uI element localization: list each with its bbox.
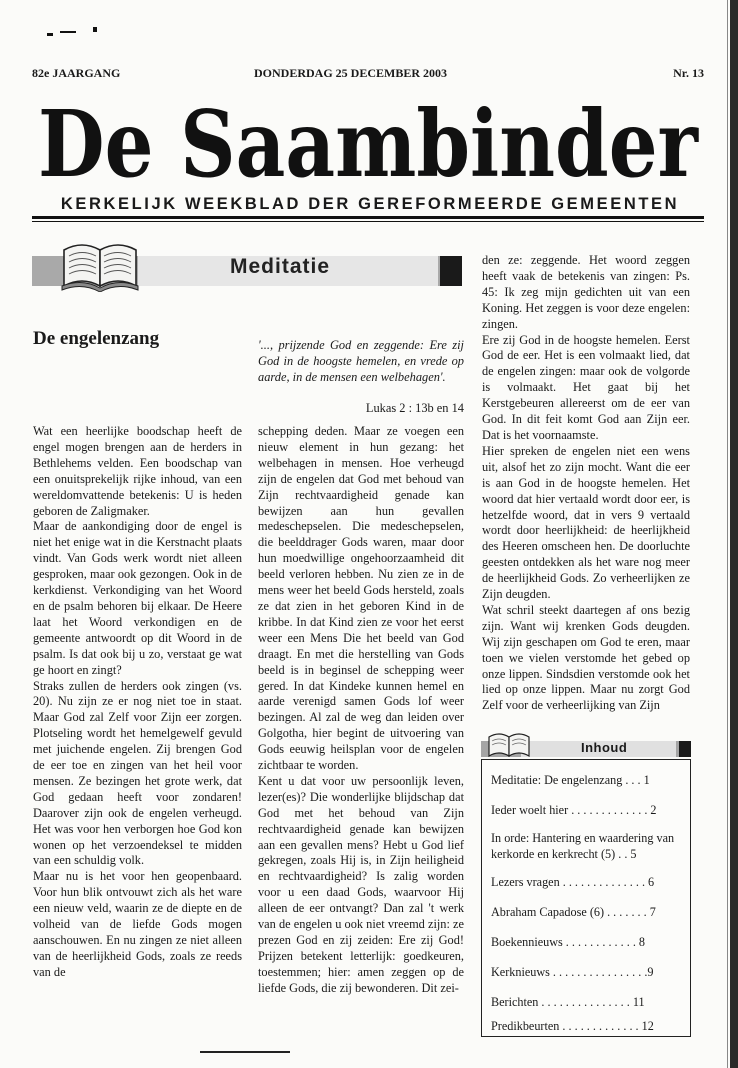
open-book-icon	[60, 236, 140, 292]
article-column-1	[33, 424, 242, 981]
paragraph: Kent u dat voor uw persoonlijk leven, lezer(es)? Die wonderlijke blijdschap dat God met het behoud van Zijn rechtvaardigheid genade kan bewijzen aan een gevallen mens? Hebt u God lief gekregen, zoals Hij is, in Zijn heiligheid en rechtvaardigheid? Is zalig worden voor u een daad Gods, waarvoor Hij alleen de eer ontvangt? Dan zal 't werk van de engelen u ook niet vreemd zijn: ze prezen God en zij zeiden: Ere zij God! Prijzen betekent letterlijk: goedkeuren, toestemmen; hier: amen zeggen op de liefde Gods, die zij bewonderen. Dit zei-	[258, 773, 464, 995]
toc-item[interactable]: Ieder woelt hier . . . . . . . . . . . . . 2	[491, 803, 657, 817]
scan-edge	[730, 0, 738, 1068]
article-column-2	[258, 424, 464, 997]
issue-date: DONDERDAG 25 DECEMBER 2003	[254, 66, 448, 80]
paragraph: Maar de aankondiging door de engel is niet het enige wat in die Kerstnacht plaats vindt. Van Gods werk wordt niet alleen gesproken, maar ook gezongen. Ook in de kerkdienst. Verkondiging van het Woord en de psalm behoren bij elkaar. De Heere laat het Woord verkondigen en de gemeente antwoordt op dit Woord in de psalm. Is dat ook bij u zo, verstaat ge wat ge hoort en zingt?	[33, 519, 242, 677]
paragraph: Hier spreken de engelen niet een wens uit, alsof het zo zijn mocht. Want die eer is aan God in de hoogste hemelen. Het woord dat hier vertaald wordt door eer, is hetzelfde woord, dat in vers 9 vertaald wordt door heerlijkheid: de heerlijkheid des Heeren omscheen hen. De doorluchte geesten ontdekken als het ware nog meer de heerlijkheid Gods. Zo verheerlijken ze Zijn deugden.	[482, 443, 690, 602]
toc-item[interactable]: Meditatie: De engelenzang . . . 1	[491, 773, 650, 787]
toc-item[interactable]: In orde: Hantering en waardering van kerkorde en kerkrecht (5) . . 5	[491, 831, 675, 861]
masthead-logo	[30, 84, 706, 196]
article-column-3	[482, 253, 690, 714]
paragraph: Wat een heerlijke boodschap heeft de engel mogen brengen aan de herders in Bethlehems velden. Een boodschap van een onuitsprekelijk rijke inhoud, van een wereldomvattende betekenis: U is heden geboren de Zaligmaker.	[33, 424, 242, 518]
masthead-title: De Saambinder	[38, 90, 700, 196]
scan-speck	[47, 33, 53, 36]
scripture-reference: Lukas 2 : 13b en 14	[365, 401, 464, 415]
toc-title: Inhoud	[581, 740, 628, 755]
toc-item[interactable]: Abraham Capadose (6) . . . . . . . 7	[491, 905, 656, 919]
volume-label: 82e JAARGANG	[32, 66, 121, 80]
header-line	[32, 66, 704, 80]
masthead-subtitle: KERKELIJK WEEKBLAD DER GEREFORMEERDE GEMEENTEN	[60, 195, 680, 213]
paragraph: Maar nu is het voor hen geopenbaard. Voor hun blik ontvouwt zich als het ware een nieuw veld, waarin ze de diepte en de volheid van de liefde Gods mogen aanschouwen. En nu zingen ze niet alleen van de heerlijkheid Gods, zoals ze reeds van de	[33, 869, 242, 979]
toc-box	[481, 759, 691, 1037]
toc-item[interactable]: Kerknieuws . . . . . . . . . . . . . . . .9	[491, 965, 654, 979]
masthead-rule	[32, 216, 704, 219]
section-banner-block	[440, 256, 462, 286]
masthead	[30, 84, 706, 196]
toc-item[interactable]: Predikbeurten . . . . . . . . . . . . . 12	[491, 1019, 654, 1033]
toc-item[interactable]: Boekennieuws . . . . . . . . . . . . 8	[491, 935, 646, 949]
paragraph: schepping deden. Maar ze voegen een nieuw element in hun gezang: het welbehagen in mensen. Hoe verheugd zijn de engelen dat God met behoud van Zijn rechtvaardigheid genade kan bewijzen aan hun gevallen medeschepselen. Die medeschepselen, die beelddrager Gods waren, maar door hun moedwillige ongehoorzaamheid dit beeld verloren hebben. Nu zien ze in de mens weer het beeld Gods hersteld, zoals ze dat zien in het geboren Kind in de kribbe. In dat Kind zien ze voor het eerst weer een Mens Die het beeld van God draagt. En met die herstelling van Gods beeld is in beginsel de schepping weer gered. In dat Kindeke kunnen hemel en aarde verenigd samen Gods lof weer bezingen. Al zal de weg dan leiden over Golgotha, hier begint de uitvoering van Gods eeuwig heilsplan voor de engelen zichtbaar te worden.	[258, 424, 464, 773]
article-title: De engelenzang	[33, 328, 160, 349]
issue-number: Nr. 13	[673, 66, 704, 80]
scan-speck	[60, 31, 76, 33]
toc-item[interactable]: Berichten . . . . . . . . . . . . . . . 11	[491, 995, 645, 1009]
toc-item[interactable]: Lezers vragen . . . . . . . . . . . . . . 6	[491, 875, 655, 889]
section-label: Meditatie	[230, 255, 331, 278]
paragraph: Ere zij God in de hoogste hemelen. Eerst God de eer. Het is een volmaakt lied, dat de engelen zingen: maar ook de volgorde is volmaakt. Het gaat bij het Kerstgebeuren allereerst om de eer van God. In dit feit komt God aan Zijn eer. Dat is het voornaamste.	[482, 332, 690, 442]
scripture-quote: '..., prijzende God en zeggende: Ere zij God in de hoogste hemelen, en vrede op aarde, in de mensen een welbehagen'.	[258, 338, 464, 384]
footer-rule	[200, 1051, 290, 1053]
scan-edge-line	[727, 0, 728, 1068]
paragraph: Wat schril steekt daartegen af ons bezig zijn. Want wij krenken Gods deugden. Wij zijn geschapen om God te eren, maar toen we vielen verstomde het gebed op onze lippen. Sindsdien verstomde ook het lied op onze lippen. Maar nu zorgt God Zelf voor de verheerlijking van Zijn	[482, 602, 690, 713]
paragraph: Straks zullen de herders ook zingen (vs. 20). Nu zijn ze er nog niet toe in staat. Maar God zal Zelf voor Zijn eer zorgen. Plotseling wordt het hemelgewelf gevuld met juichende engelen. Zij brengen God de eer toe en zingen van het heil voor mensen. Ze bezingen het grote werk, dat God gedaan heeft voor zondaren! Daarover zijn ook de engelen verheugd. Het was voor hen verborgen hoe God kon wonen op het verzoendeksel te midden van een schuldig volk.	[33, 678, 242, 868]
toc-banner-block	[679, 741, 691, 757]
paragraph: den ze: zeggende. Het woord zeggen heeft vaak de betekenis van zingen: Ps. 45: Ik zeg mijn gedichten uit van een Koning. Het zeggen is voor deze engelen: zingen.	[482, 253, 690, 331]
scan-speck	[93, 27, 97, 32]
open-book-icon	[487, 729, 531, 759]
table-of-contents	[481, 735, 691, 1035]
masthead-rule-thin	[32, 221, 704, 222]
